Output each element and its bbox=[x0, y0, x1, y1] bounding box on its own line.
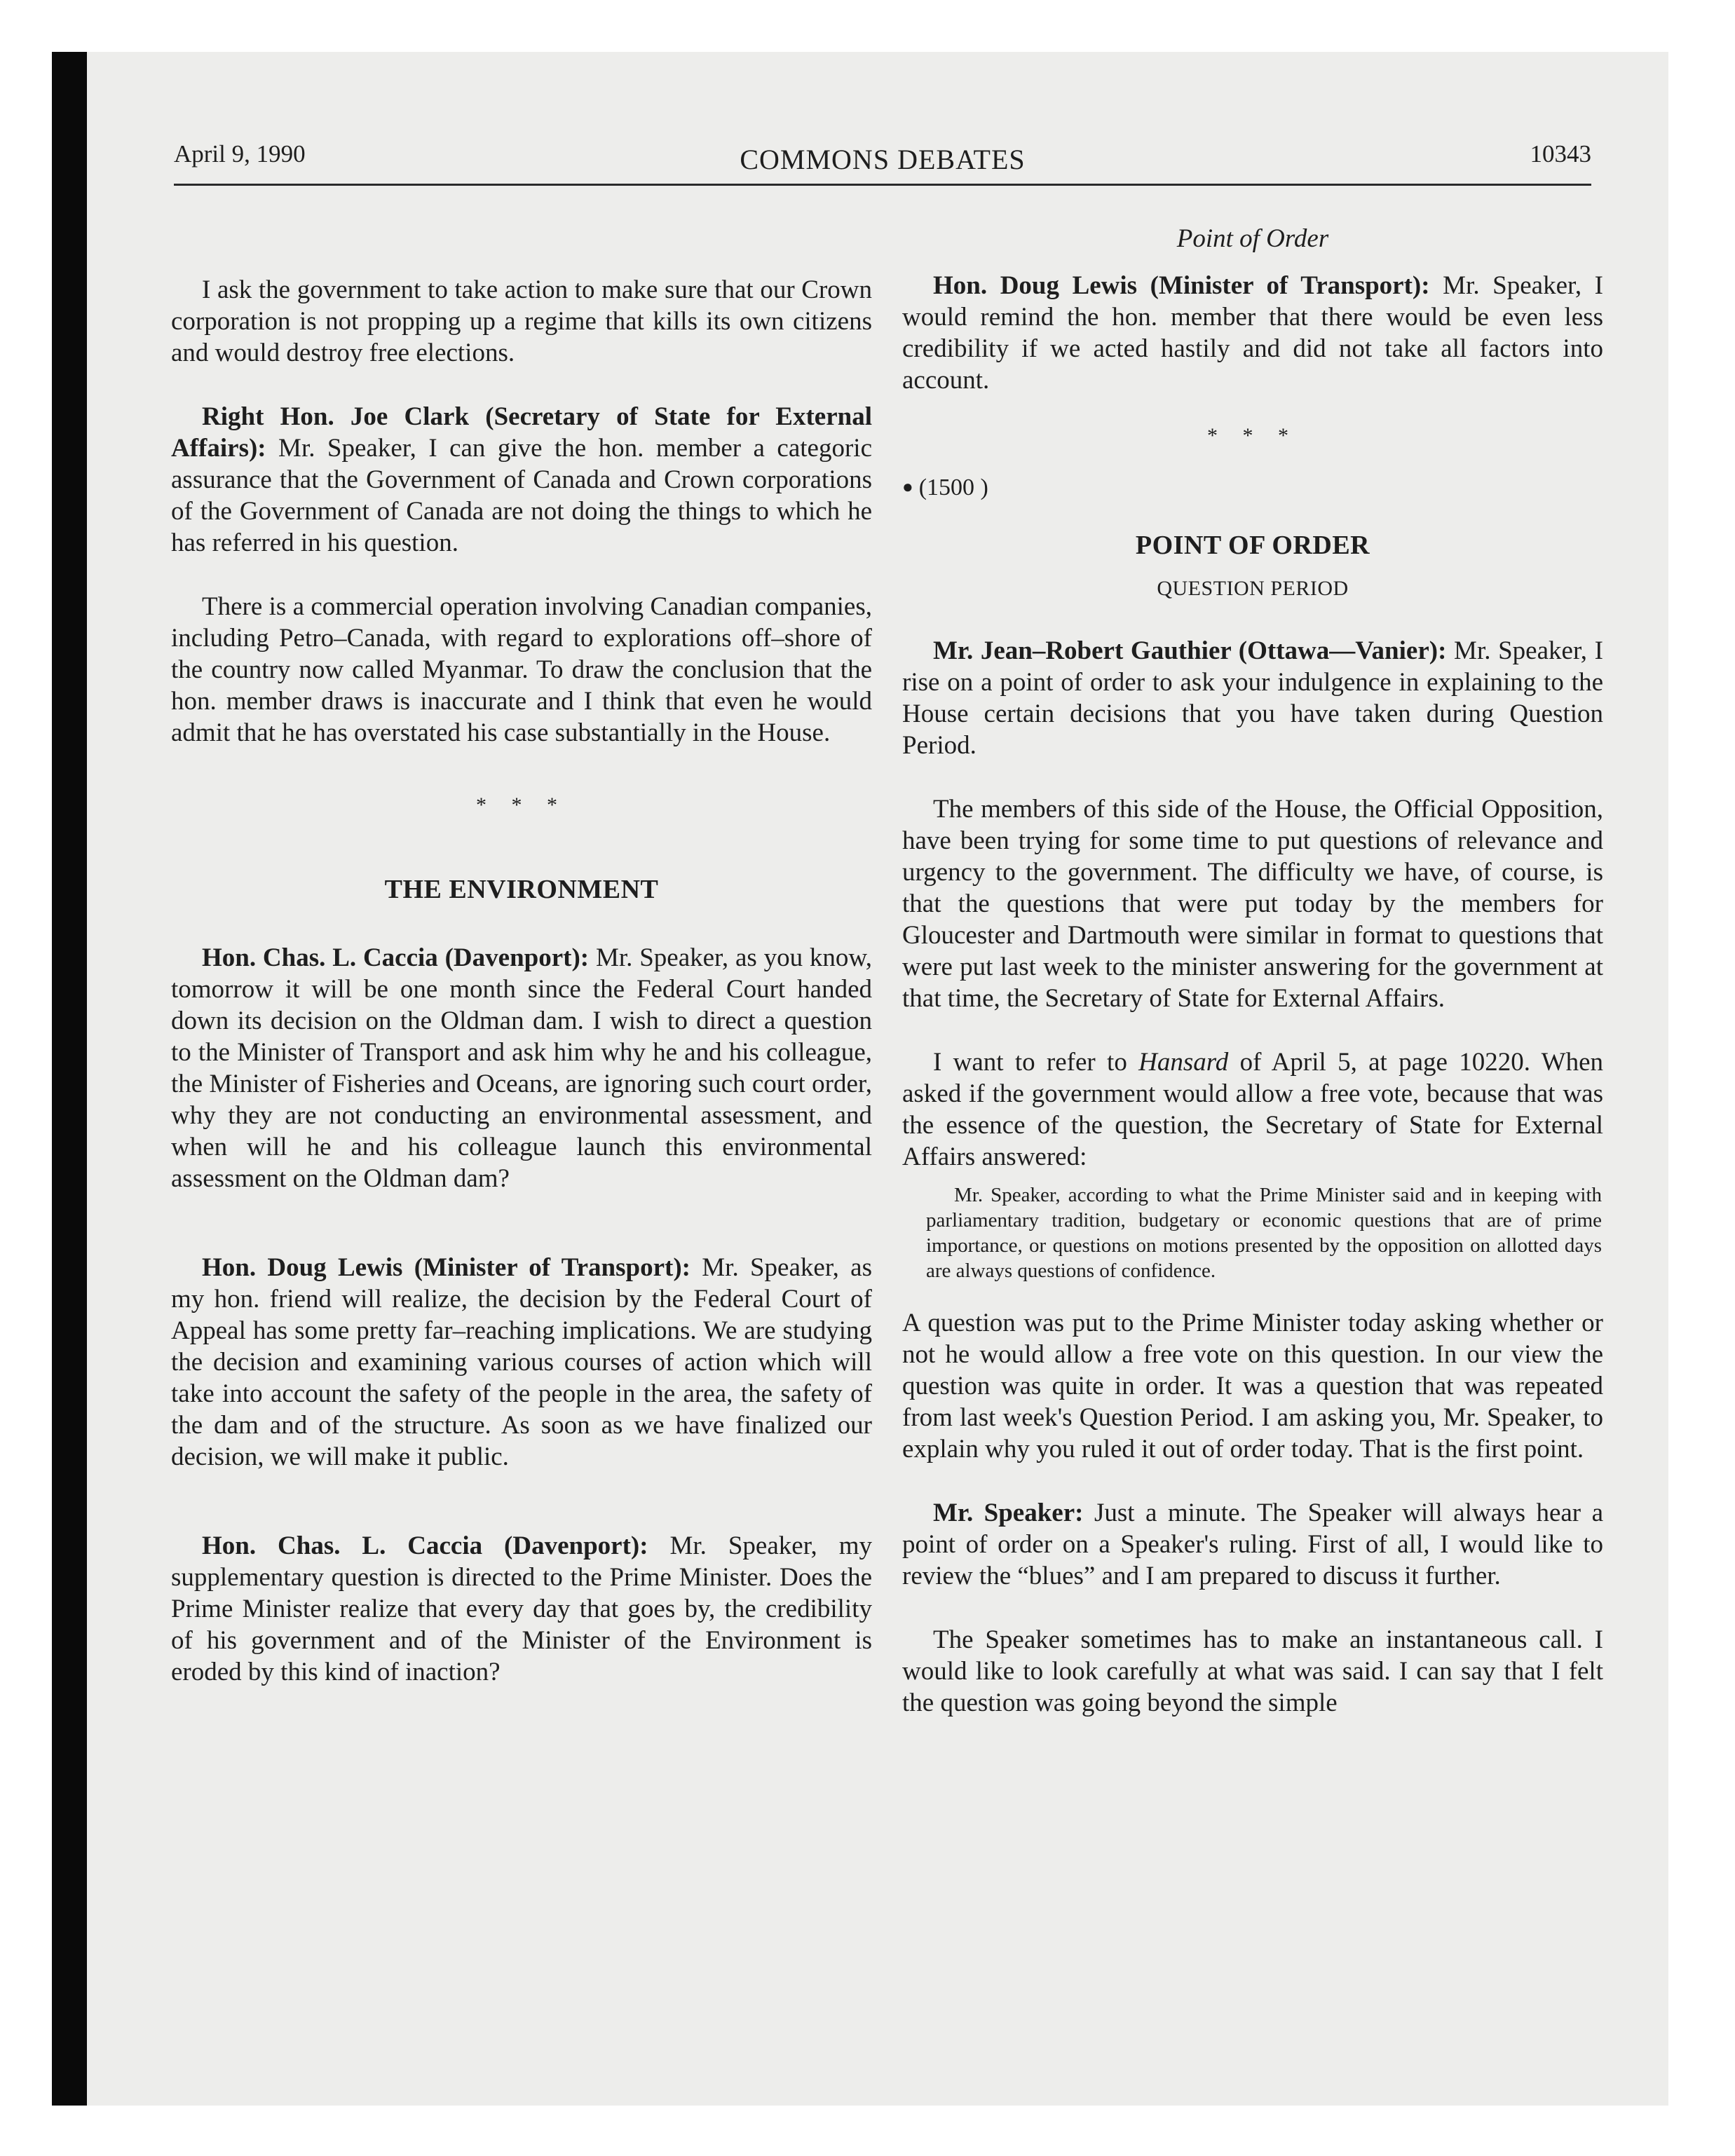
paragraph bbox=[902, 270, 1603, 396]
section-separator: * * * bbox=[476, 793, 567, 817]
journal-title: COMMONS DEBATES bbox=[740, 144, 1026, 175]
speech-text: Mr. Speaker, as you know, tomorrow it will be one month since the Federal Court handed down its decision on the Oldman dam. I wish to direct a question to the Minister of Transport and ask him why he and his colleague, the Minister of Fisheries and Oceans, are ignoring such court order, why they are not conducting an environmental assessment, and when will he and his colleague launch this environmental assessment on the Oldman dam? bbox=[171, 943, 872, 1193]
speaker-name: Mr. Speaker: bbox=[933, 1499, 1084, 1527]
speaker-name: Hon. Doug Lewis (Minister of Transport): bbox=[933, 271, 1430, 300]
header-rule bbox=[174, 184, 1591, 186]
publication-title: Hansard bbox=[1138, 1048, 1229, 1077]
speaker-name: Right Hon. Joe Clark (Secretary of State for External Affairs): bbox=[171, 402, 872, 463]
bullet-icon: ● bbox=[902, 477, 913, 497]
subsection-title: QUESTION PERIOD bbox=[1157, 577, 1349, 600]
speech-text: Mr. Speaker, I rise on a point of order to ask your indulgence in explaining to the House certain decisions that you have taken during Question Period. bbox=[902, 636, 1603, 760]
timestamp: ● (1500 ) bbox=[902, 475, 988, 500]
speech-text: Mr. Speaker, I can give the hon. member a categoric assurance that the Government of Canada and Crown corporations of the Government of Canada are not doing the things to which he has referred in his question. bbox=[171, 434, 872, 557]
section-title: POINT OF ORDER bbox=[1135, 531, 1370, 560]
speaker-name: Hon. Doug Lewis (Minister of Transport): bbox=[202, 1253, 690, 1282]
paragraph bbox=[171, 942, 872, 1194]
speech-text: Just a minute. The Speaker will always hear a point of order on a Speaker's ruling. First of all, I would like to review the “blues” and I am prepared to discuss it further. bbox=[902, 1499, 1603, 1590]
paragraph: There is a commercial operation involving Canadian companies, including Petro–Canada, with regard to explorations off–shore of the country now called Myanmar. To draw the conclusion that the hon. member draws is inaccurate and I think that even he would admit that he has overstated his case substantially in the House. bbox=[171, 592, 872, 747]
paragraph bbox=[171, 1252, 872, 1473]
running-head: Point of Order bbox=[1176, 224, 1329, 253]
paragraph: The members of this side of the House, the Official Opposition, have been trying for some time to put questions of relevance and urgency to the government. The difficulty we have, of course, is that the questions that were put today by the members for Gloucester and Dartmouth were similar in format to questions that were put last week to the minister answering for the government at that time, the Secretary of State for External Affairs. bbox=[902, 795, 1603, 1013]
page-header bbox=[174, 140, 1591, 184]
section-separator: * * * bbox=[1207, 424, 1298, 447]
header-date: April 9, 1990 bbox=[174, 140, 306, 168]
block-quote: Mr. Speaker, according to what the Prime Minister said and in keeping with parliamentary tradition, budgetary or economic questions that are of prime importance, or questions on motions presented by the opposition on allotted days are always questions of confidence. bbox=[926, 1184, 1602, 1282]
paragraph: I want to refer to Hansard of April 5, at page 10220. When asked if the government would allow a free vote, because that was the essence of the question, the Secretary of State for External Affairs answered: bbox=[902, 1048, 1603, 1171]
speaker-name: Hon. Chas. L. Caccia (Davenport): bbox=[202, 943, 590, 972]
right-column bbox=[902, 223, 1603, 1719]
speaker-name: Hon. Chas. L. Caccia (Davenport): bbox=[202, 1531, 648, 1560]
paragraph: The Speaker sometimes has to make an instantaneous call. I would like to look carefully at what was said. I can say that I felt the question was going beyond the simple bbox=[902, 1625, 1603, 1717]
page-number: 10343 bbox=[1530, 140, 1591, 168]
paragraph bbox=[171, 1530, 872, 1688]
left-column bbox=[171, 223, 872, 1688]
paragraph: I ask the government to take action to make sure that our Crown corporation is not propping up a regime that kills its own citizens and would destroy free elections. bbox=[171, 275, 872, 367]
speech-text: Mr. Speaker, my supplementary question is directed to the Prime Minister. Does the Prime Minister realize that every day that goes by, the credibility of his government and of the Minister of the Environment is eroded by this kind of inaction? bbox=[171, 1531, 872, 1686]
binding-edge bbox=[52, 52, 87, 2106]
paragraph bbox=[902, 1497, 1603, 1592]
speaker-name: Mr. Jean–Robert Gauthier (Ottawa—Vanier): bbox=[933, 636, 1447, 665]
paragraph bbox=[902, 635, 1603, 761]
speech-text: Mr. Speaker, I would remind the hon. member that there would be even less credibility if we acted hastily and did not take all factors into account. bbox=[902, 271, 1603, 395]
paragraph bbox=[171, 401, 872, 559]
speech-text: Mr. Speaker, as my hon. friend will realize, the decision by the Federal Court of Appeal has some pretty far–reaching implications. We are studying the decision and examining various courses of action which will take into account the safety of the people in the area, the safety of the dam and of the structure. As soon as we have finalized our decision, we will make it public. bbox=[171, 1253, 872, 1471]
paragraph: A question was put to the Prime Minister today asking whether or not he would allow a free vote on this question. In our view the question was quite in order. It was a question that was repeated from last week's Question Period. I am asking you, Mr. Speaker, to explain why you ruled it out of order today. That is the first point. bbox=[902, 1309, 1603, 1464]
section-title: THE ENVIRONMENT bbox=[384, 875, 659, 904]
